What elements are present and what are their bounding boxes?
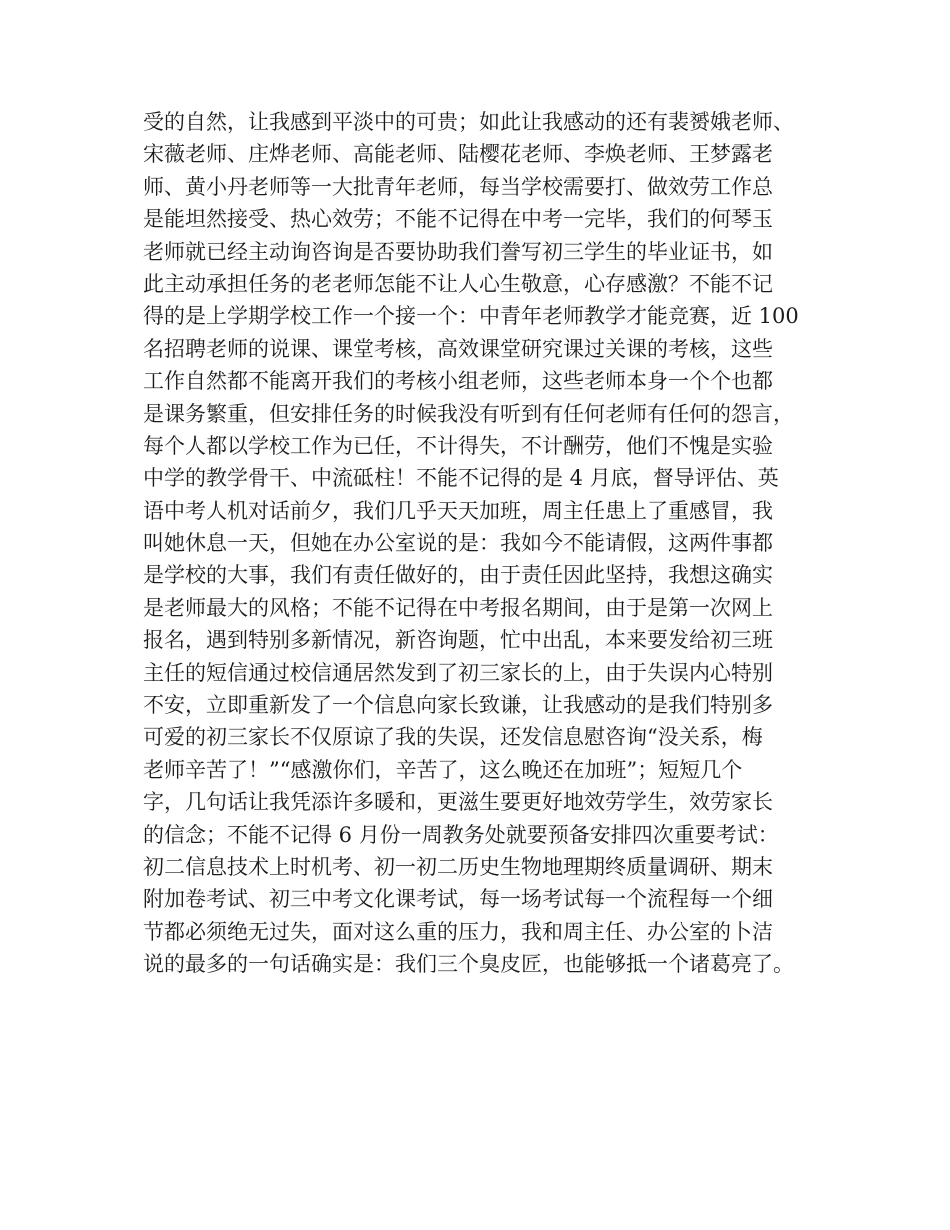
text-line: 初二信息技术上时机考、初一初二历史生物地理期终质量调研、期末	[143, 854, 773, 879]
text-line: 报名，遇到特别多新情况，新咨询题，忙中出乱，本来要发给初三班	[143, 628, 773, 653]
text-line: 的信念；不能不记得 6 月份一周教务处就要预备安排四次重要考试：	[143, 822, 779, 847]
text-line: 可爱的初三家长不仅原谅了我的失误，还发信息慰咨询“没关系，梅	[143, 725, 763, 750]
text-line: 叫她休息一天，但她在办公室说的是：我如今不能请假，这两件事都	[143, 531, 773, 556]
text-line: 是老师最大的风格；不能不记得在中考报名期间，由于是第一次网上	[143, 595, 773, 620]
text-line: 附加卷考试、初三中考文化课考试，每一场考试每一个流程每一个细	[143, 887, 773, 912]
text-line: 老师就已经主动询咨询是否要协助我们誊写初三学生的毕业证书，如	[143, 239, 773, 264]
text-line: 受的自然，让我感到平淡中的可贵；如此让我感动的还有裴赟娥老师、	[143, 110, 794, 134]
text-line: 每个人都以学校工作为已任，不计得失，不计酬劳，他们不愧是实验	[143, 433, 773, 458]
text-line: 主任的短信通过校信通居然发到了初三家长的上，由于失误内心特别	[143, 660, 773, 685]
text-line: 是能坦然接受、热心效劳；不能不记得在中考一完毕，我们的何琴玉	[143, 207, 773, 232]
text-line: 是课务繁重，但安排任务的时候我没有听到有任何老师有任何的怨言，	[143, 401, 794, 426]
text-line: 此主动承担任务的老老师怎能不让人心生敬意，心存感激？不能不记	[143, 271, 773, 296]
body-paragraph	[143, 106, 843, 981]
text-line: 得的是上学期学校工作一个接一个：中青年老师教学才能竞赛，近 100	[143, 304, 799, 329]
text-line: 语中考人机对话前夕，我们几乎天天加班，周主任患上了重感冒，我	[143, 498, 773, 523]
text-line: 工作自然都不能离开我们的考核小组老师，这些老师本身一个个也都	[143, 369, 773, 394]
text-line: 宋薇老师、庄烨老师、高能老师、陆樱花老师、李焕老师、王梦露老	[143, 142, 773, 167]
text-line: 字，几句话让我凭添许多暖和，更滋生要更好地效劳学生，效劳家长	[143, 790, 773, 815]
text-line: 说的最多的一句话确实是：我们三个臭皮匠，也能够抵一个诸葛亮了。	[143, 952, 794, 977]
text-line: 不安，立即重新发了一个信息向家长致谦，让我感动的是我们特别多	[143, 693, 773, 718]
text-line: 节都必须绝无过失，面对这么重的压力，我和周主任、办公室的卜洁	[143, 919, 773, 944]
text-line: 老师辛苦了！”“感激你们，辛苦了，这么晚还在加班”；短短几个	[143, 757, 743, 782]
text-line: 名招聘老师的说课、课堂考核，高效课堂研究课过关课的考核，这些	[143, 336, 773, 361]
text-line: 师、黄小丹老师等一大批青年老师，每当学校需要打、做效劳工作总	[143, 174, 773, 199]
text-line: 是学校的大事，我们有责任做好的，由于责任因此坚持，我想这确实	[143, 563, 773, 588]
text-line: 中学的教学骨干、中流砥柱！不能不记得的是 4 月底，督导评估、英	[143, 466, 779, 491]
